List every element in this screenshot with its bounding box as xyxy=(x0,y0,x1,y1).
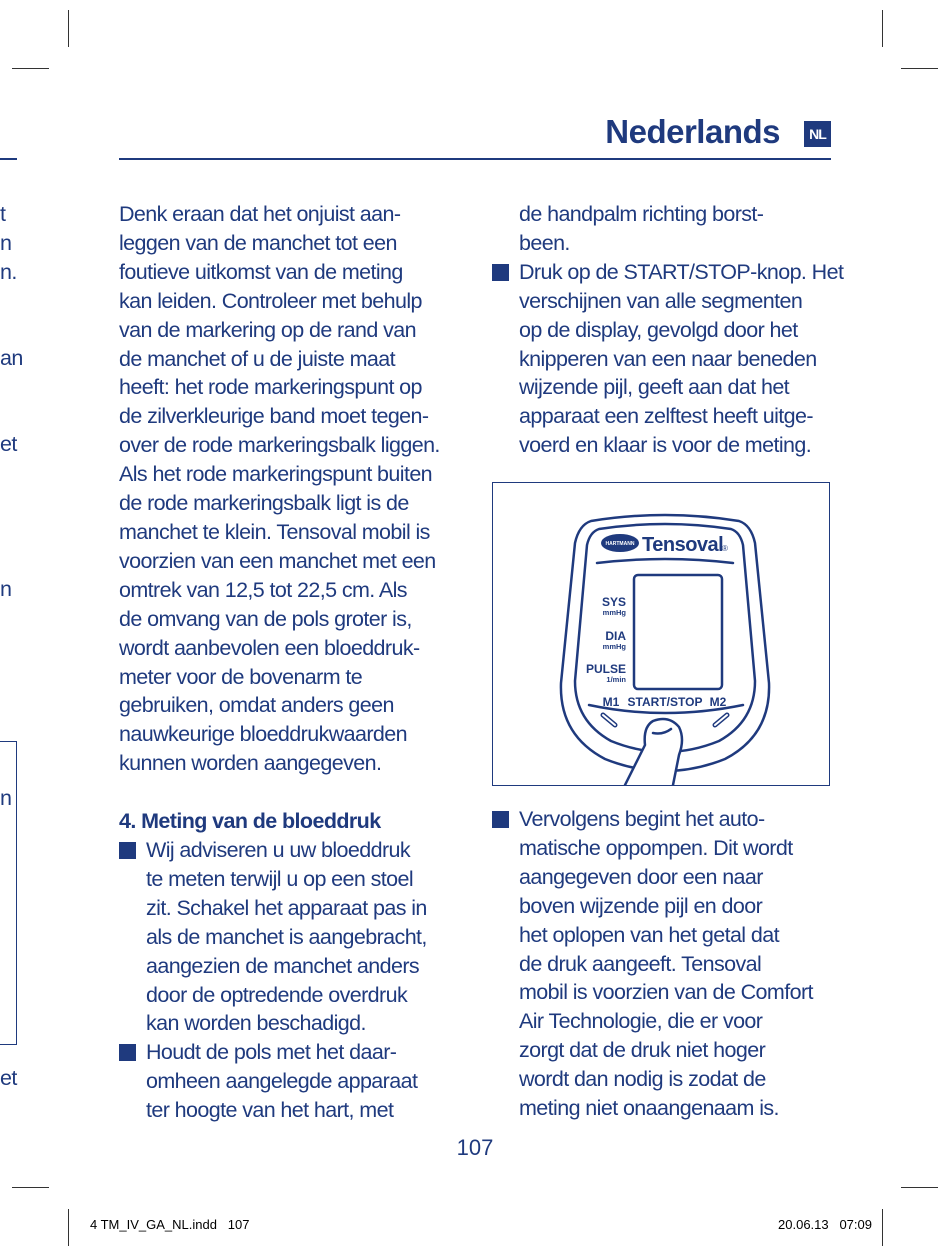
text-line: kan leiden. Controleer met behulp xyxy=(119,288,422,313)
left-column xyxy=(119,200,469,1125)
dia-unit: mmHg xyxy=(602,642,626,651)
text-line: Vervolgens begint het auto- xyxy=(519,807,765,831)
stub-letter: n xyxy=(0,231,12,255)
text-line: omtrek van 12,5 tot 22,5 cm. Als xyxy=(119,577,407,602)
text-line: de manchet of u de juiste maat xyxy=(119,346,396,371)
text-line: been. xyxy=(519,230,570,255)
start-stop-label: START/STOP xyxy=(627,695,703,709)
text-line: te meten terwijl u op een stoel xyxy=(146,866,414,891)
stub-letter: n xyxy=(0,786,12,810)
text-line: door de optredende overdruk xyxy=(146,982,408,1007)
previous-page-box xyxy=(0,741,17,1045)
bullet-square-icon xyxy=(492,264,509,281)
text-line: verschijnen van alle segmenten xyxy=(519,288,803,313)
text-line: Denk eraan dat het onjuist aan- xyxy=(119,202,401,226)
header-divider xyxy=(119,158,831,160)
text-line: kunnen worden aangegeven. xyxy=(119,751,382,776)
stub-letter: n xyxy=(0,577,12,601)
text-line: van de markering op de rand van xyxy=(119,317,416,342)
cuff-paragraph xyxy=(119,200,469,778)
bullet-item xyxy=(119,836,469,1038)
text-line: als de manchet is aangebracht, xyxy=(146,924,427,949)
text-line: Air Technologie, die er voor xyxy=(519,1009,763,1034)
text-line: zit. Schakel het apparaat pas in xyxy=(146,895,427,920)
dia-label: DIA xyxy=(605,629,626,643)
text-line: meter voor de bovenarm te xyxy=(119,664,363,689)
text-line: aangegeven door een naar xyxy=(519,864,763,889)
crop-mark xyxy=(68,1209,69,1246)
text-line: zorgt dat de druk niet hoger xyxy=(519,1038,766,1063)
text-line: aangezien de manchet anders xyxy=(146,953,420,978)
text-line: boven wijzende pijl en door xyxy=(519,893,763,918)
language-badge: NL xyxy=(804,121,831,147)
device-illustration-frame xyxy=(492,482,830,786)
text-line: over de rode markeringsbalk liggen. xyxy=(119,433,440,458)
crop-mark xyxy=(901,1187,938,1188)
crop-mark xyxy=(12,68,49,69)
sys-unit: mmHg xyxy=(602,608,626,617)
stub-letter: t xyxy=(0,202,6,226)
text-line: wijzende pijl, geeft aan dat het xyxy=(519,375,790,400)
footer-file-info: 4 TM_IV_GA_NL.indd 107 xyxy=(90,1217,250,1232)
text-line: het oplopen van het getal dat xyxy=(519,922,779,947)
crop-mark xyxy=(12,1187,49,1188)
bullet-square-icon xyxy=(119,1044,136,1061)
bullet-square-icon xyxy=(119,842,136,859)
text-line: de zilverkleurige band moet tegen- xyxy=(119,404,429,429)
right-column-top xyxy=(492,200,842,460)
page-title: Nederlands xyxy=(605,113,780,150)
text-line: Als het rode markeringspunt buiten xyxy=(119,462,433,487)
text-line: apparaat een zelftest heeft uitge- xyxy=(519,404,813,429)
text-line: omheen aangelegde apparaat xyxy=(146,1069,418,1094)
text-line: nauwkeurige bloeddrukwaarden xyxy=(119,722,407,747)
text-line: manchet te klein. Tensoval mobil is xyxy=(119,519,430,544)
crop-mark xyxy=(901,68,938,69)
text-line: Druk op de START/STOP-knop. Het xyxy=(519,259,844,284)
right-column-bottom xyxy=(492,805,842,1123)
text-line: wordt dan nodig is zodat de xyxy=(519,1067,766,1092)
text-line: knipperen van een naar beneden xyxy=(519,346,817,371)
page-number: 107 xyxy=(456,1135,494,1160)
text-line: wordt aanbevolen een bloeddruk- xyxy=(119,635,420,660)
sys-label: SYS xyxy=(601,595,626,609)
text-line: leggen van de manchet tot een xyxy=(119,230,397,255)
crop-mark xyxy=(882,10,883,47)
stub-letter: an xyxy=(0,346,23,370)
logo-badge-text: HARTMANN xyxy=(605,541,635,547)
text-line: ter hoogte van het hart, met xyxy=(146,1098,394,1123)
pulse-unit: 1/min xyxy=(606,675,626,684)
text-line: kan worden beschadigd. xyxy=(146,1011,366,1036)
text-line: de rode markeringsbalk ligt is de xyxy=(119,491,409,516)
text-line: Houdt de pols met het daar- xyxy=(146,1040,397,1065)
stub-letter: et xyxy=(0,1066,17,1090)
text-line: gebruiken, omdat anders geen xyxy=(119,693,394,718)
text-line: heeft: het rode markeringspunt op xyxy=(119,375,422,400)
previous-page-divider xyxy=(0,158,17,160)
text-line: foutieve uitkomst van de meting xyxy=(119,259,403,284)
footer-timestamp: 20.06.13 07:09 xyxy=(778,1217,872,1232)
brand-name: Tensoval xyxy=(642,534,724,556)
text-line: voorzien van een manchet met een xyxy=(119,548,436,573)
bullet-item xyxy=(492,805,842,1123)
bullet-square-icon xyxy=(492,811,509,828)
brand-mark: ® xyxy=(722,544,728,553)
text-line: de handpalm richting borst- xyxy=(519,202,764,226)
text-line: de omvang van de pols groter is, xyxy=(119,606,412,631)
text-line: meting niet onaangenaam is. xyxy=(519,1096,779,1121)
text-line: de druk aangeeft. Tensoval xyxy=(519,951,762,976)
text-line: matische oppompen. Dit wordt xyxy=(519,835,793,860)
m1-label: M1 xyxy=(602,695,620,709)
pulse-label: PULSE xyxy=(585,662,626,676)
blood-pressure-monitor-illustration xyxy=(493,483,829,785)
crop-mark xyxy=(882,1209,883,1246)
stub-letter: et xyxy=(0,432,17,456)
text-line: Wij adviseren u uw bloeddruk xyxy=(146,838,411,863)
crop-mark xyxy=(68,10,69,47)
stub-letter: n. xyxy=(0,260,17,284)
m2-label: M2 xyxy=(709,695,727,709)
section-heading: 4. Meting van de bloeddruk xyxy=(119,809,381,834)
bullet-item xyxy=(492,258,842,460)
text-line: op de display, gevolgd door het xyxy=(519,317,798,342)
text-line: voerd en klaar is voor de meting. xyxy=(519,433,812,458)
text-line: mobil is voorzien van de Comfort xyxy=(519,980,813,1005)
bullet-item xyxy=(119,1038,469,1125)
